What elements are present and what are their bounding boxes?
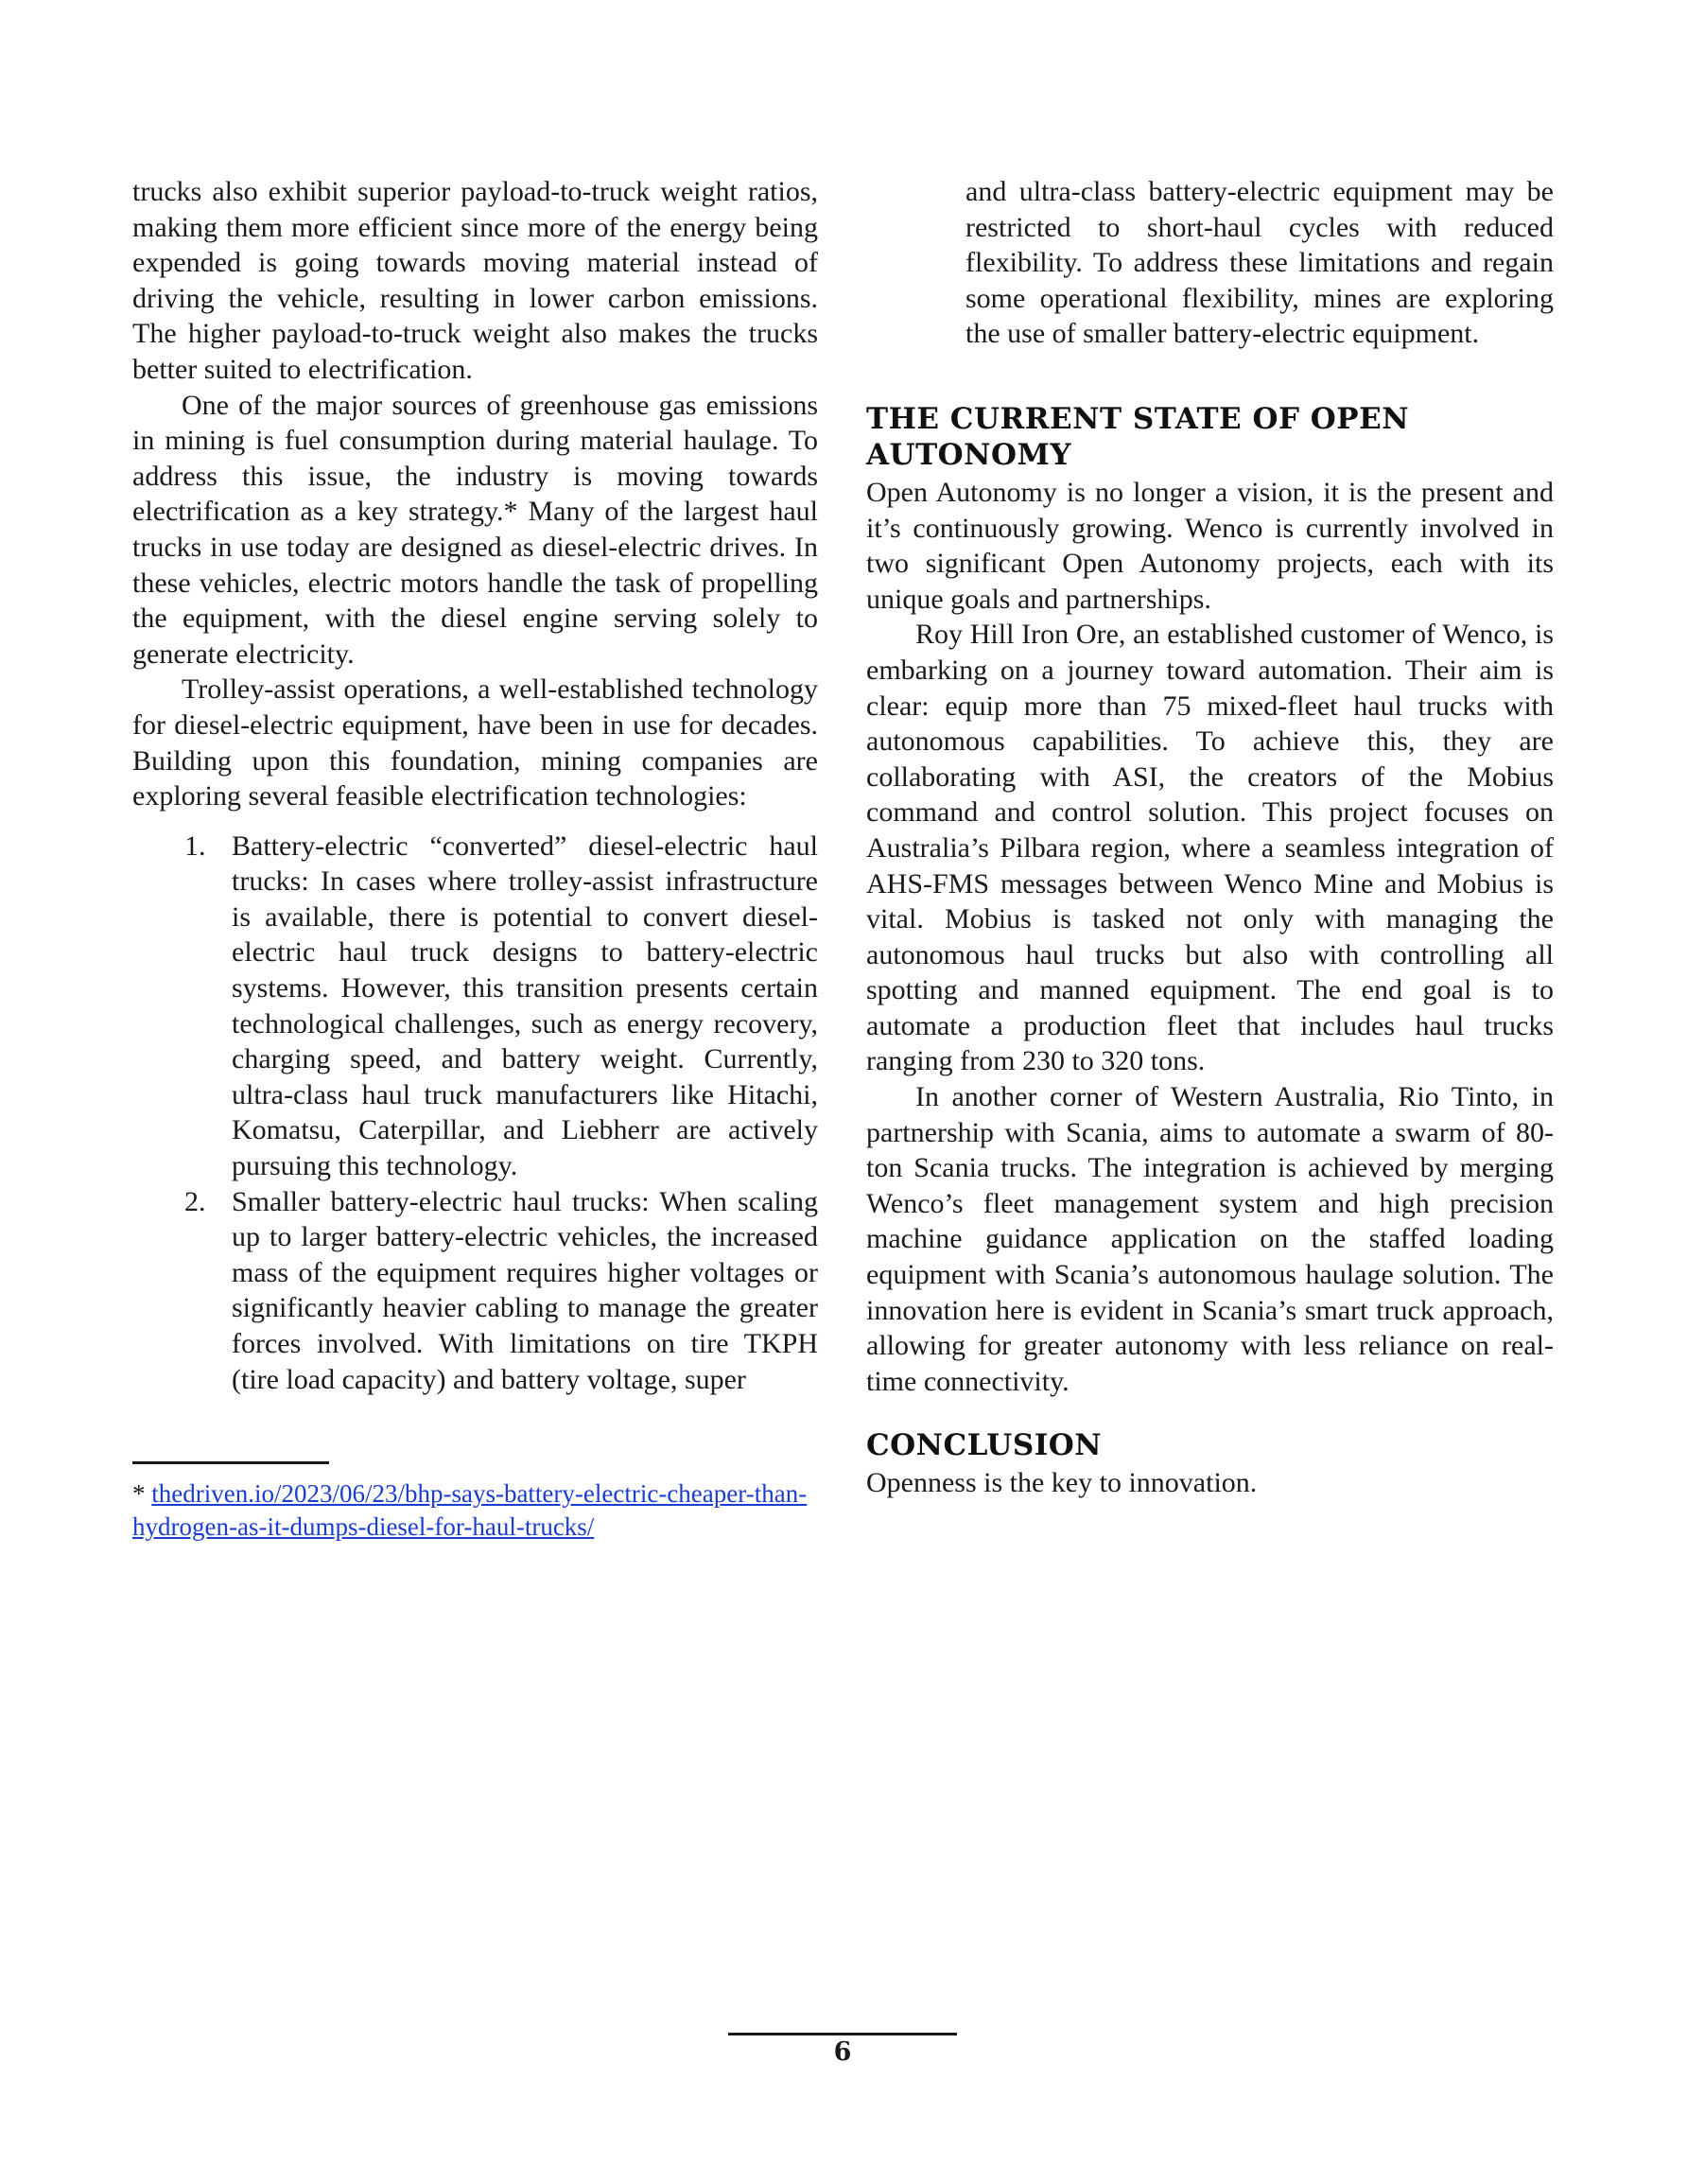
paragraph-emissions: One of the major sources of greenhouse gas emissions in mining is fuel consumption during material haulage. To address this issue, the industry is moving towards electrification as a key strategy.* Many of the largest haul trucks in use today are designed as diesel-electric drives. In these vehicles, electric motors handle the task of propelling the equipment, with the diesel engine serving solely to generate electricity. — [132, 389, 818, 670]
paragraph-trolley-assist: Trolley-assist operations, a well-established technology for diesel-electric equipment, have been in use for decades. Building upon this foundation, mining companies are exploring several feasible electrification technologies: — [132, 673, 818, 812]
list-item-number: 2. — [184, 1185, 206, 1217]
footnote-text — [132, 1477, 832, 1544]
list-item-continuation: and ultra-class battery-electric equipment may be restricted to short-haul cycles with reduced flexibility. To address these limitations and regain some operational flexibility, mines are exploring the use of smaller battery-electric equipment. — [965, 176, 1554, 350]
list-item — [184, 829, 818, 1184]
list-item-text: Battery-electric “converted” diesel-electric haul trucks: In cases where trolley-assist infrastructure is available, there is potential to convert diesel-electric haul truck designs to battery-electric systems. However, this transition presents certain technological challenges, such as energy recovery, charging speed, and battery weight. Currently, ultra-class haul truck manufacturers like Hitachi, Komatsu, Caterpillar, and Liebherr are actively pursuing this technology. — [232, 830, 818, 1182]
paragraph-conclusion: Openness is the key to innovation. — [866, 1467, 1258, 1499]
footnote-link[interactable]: thedriven.io/2023/06/23/bhp-says-battery-electric-cheaper-than-hydrogen-as-it-dumps-diesel-for-haul-trucks/ — [132, 1479, 808, 1541]
paragraph-roy-hill: Roy Hill Iron Ore, an established customer of Wenco, is embarking on a journey toward automation. Their aim is clear: equip more than 75 mixed-fleet haul trucks with autonomous capabilities. To achieve this, they are collaborating with ASI, the creators of the Mobius command and control solution. This project focuses on Australia’s Pilbara region, where a seamless integration of AHS-FMS messages between Wenco Mine and Mobius is vital. Mobius is tasked not only with managing the autonomous haul trucks but also with controlling all spotting and manned equipment. The end goal is to automate a production fleet that includes haul trucks ranging from 230 to 320 tons. — [866, 619, 1554, 1077]
paragraph-rio-tinto: In another corner of Western Australia, Rio Tinto, in partnership with Scania, aims to automate a swarm of 80-ton Scania trucks. The integration is achieved by merging Wenco’s fleet management system and high precision machine guidance application on the staffed loading equipment with Scania’s autonomous haulage solution. The innovation here is evident in Scania’s smart truck approach, allowing for greater autonomy with less reliance on real-time connectivity. — [866, 1081, 1554, 1397]
paragraph-open-autonomy-intro: Open Autonomy is no longer a vision, it is the present and it’s continuously growing. Wenco is currently involved in two significant Open Autonomy projects, each with its unique goals and partnerships. — [866, 476, 1554, 615]
section-heading-conclusion: CONCLUSION — [866, 1428, 1103, 1463]
page-number: 6 — [833, 2037, 852, 2067]
footnote-marker: * — [132, 1479, 152, 1508]
footnote — [132, 1461, 832, 1544]
footnote-divider — [132, 1461, 329, 1464]
list-item — [184, 1184, 818, 1398]
section-heading-open-autonomy: THE CURRENT STATE OF OPEN AUTONOMY — [866, 401, 1410, 472]
list-item-text: Smaller battery-electric haul trucks: When scaling up to larger battery-electric vehicles, the increased mass of the equipment requires higher voltages or significantly heavier cabling to manage the greater forces involved. With limitations on tire TKPH (tire load capacity) and battery voltage, super — [232, 1185, 818, 1395]
paragraph-payload-ratio: trucks also exhibit superior payload-to-truck weight ratios, making them more efficient since more of the energy being expended is going towards moving material instead of driving the vehicle, resulting in lower carbon emissions. The higher payload-to-truck weight also makes the trucks better suited to electrification. — [132, 176, 818, 385]
electrification-technologies-list — [132, 829, 818, 1398]
right-column — [866, 174, 1554, 1501]
list-item-number: 1. — [184, 830, 206, 862]
left-column — [132, 174, 818, 1397]
